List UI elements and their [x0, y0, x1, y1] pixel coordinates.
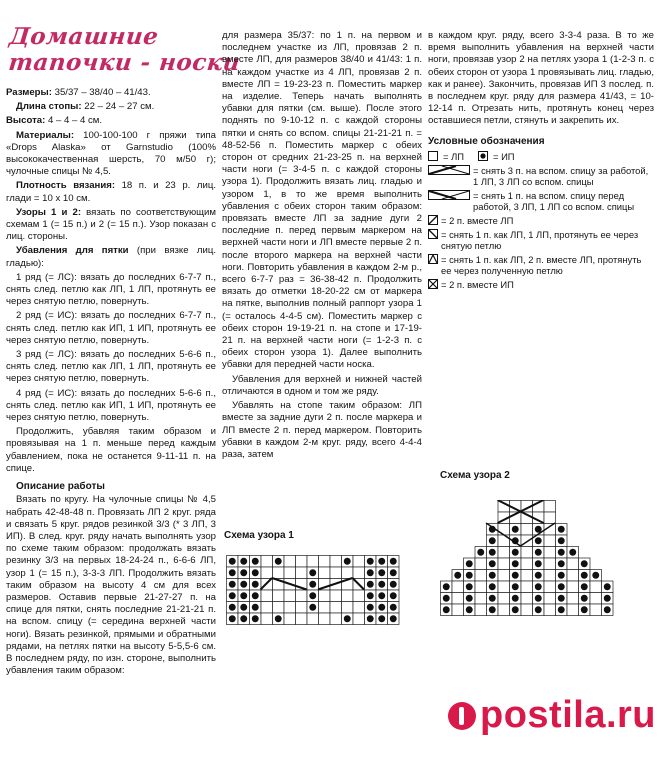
title-line-2: тапочки - носки: [7, 49, 242, 76]
column-3: [428, 30, 654, 293]
chart-2-title: Схема узора 2: [440, 470, 510, 481]
foot-length: Длина стопы: 22 – 24 – 27 см.: [16, 101, 155, 113]
watermark-text: postila.ru: [480, 694, 657, 736]
legend-purl: = ИП: [492, 150, 515, 162]
heel-row-1: 1 ряд (= ЛС): вязать до последних 6-7-7 п., снять след. петлю как ЛП, 1 ЛП, протянуть ее через снятую петлю, повернуть.: [6, 271, 216, 308]
p2tog-symbol-icon: [428, 279, 438, 289]
legend: [428, 136, 654, 290]
heel-row-4: 4 ряд (= ИС): вязать до последних 5-6-6 п., снять след. петлю как ИП, 1 ИП, протянуть ее через снятую петлю, повернуть.: [6, 387, 216, 424]
heel-row-2: 2 ряд (= ИС): вязать до последних 6-7-7 п., снять след. петлю как ИП, 1 ИП, протянуть ее через снятую петлю, повернуть.: [6, 310, 216, 346]
postila-logo-icon: [448, 702, 476, 730]
purl-symbol-icon: [478, 151, 488, 161]
title-line-1: Домашние: [8, 23, 160, 50]
legend-knit: = ЛП: [443, 150, 464, 162]
legend-p2tog: = 2 п. вместе ИП: [428, 279, 654, 290]
watermark: [448, 694, 656, 737]
legend-knit-purl: [428, 151, 654, 162]
pattern-chart-1: [226, 555, 406, 631]
work-text: Вязать по кругу. На чулочные спицы № 4,5 набрать 42-48-48 п. Провязать ЛП 2 круг. ряда и связать 5 круг. рядов резинкой 3/3 (* 3 ЛП, 3 ИП). В след. круг. ряду начать выполнять узор по схеме таким образом: продолжать вязать резинку 3/3 на первых 18-24-24 п., 6-6-6 ЛП, узор 1 (= 15 п.), 3-3-3 ЛП. Продолжить вязать таким образом на высоту 4 см для всех размеров. Оставив первые 21-27-27 п. на спице для пятки, снять последние 21-21-21 п. на вспом. спицу (= середина верхней части ноги). Вязать резинкой, прямыми и обратными рядами, на петлях пятки на высоту 5-5,5-6 см. В последнем ряду, по изн. стороне, выполнить убавления таким образом:: [6, 494, 216, 677]
pattern-chart-2: [440, 500, 620, 626]
cable-front-symbol-icon: [428, 190, 470, 200]
height: Высота: 4 – 4 – 4 см.: [6, 115, 103, 127]
sk2p-symbol-icon: [428, 254, 438, 264]
knit-symbol-icon: [428, 151, 438, 161]
heel-continue: Продолжить, убавляя таким образом и провязывая на 1 п. меньше перед каждым убавлением, пока не останется 9-11-11 п. на спице.: [6, 426, 216, 474]
heel-decrease: Убавления для пятки (при вязке лиц. гладью):: [6, 245, 217, 269]
chart-1-title: Схема узора 1: [224, 530, 294, 541]
col3-paragraph-1: в каждом круг. ряду, всего 3-3-4 раза. В то же время выполнить убавления на верхней части ноги, провязав узор 2 на петлях узора 1 (1-2-3 п. с обеих сторон от узора 1 провязывать лиц. гладью, как и ранее). Закончить, провязав ИП 3 послед. п. в последнем круг. ряду для размера 41/43, = 10-12-14 п. Отрезать нить, протянуть конец через оставшиеся петли, стянуть и закрепить их.: [428, 30, 654, 127]
sizes: Размеры: 35/37 – 38/40 – 41/43.: [6, 87, 151, 98]
k2tog-symbol-icon: [428, 215, 438, 225]
legend-k2tog: = 2 п. вместе ЛП: [428, 215, 654, 226]
col2-paragraph-3: Убавлять на стопе таким образом: ЛП вместе за задние дуги 2 п. после маркера и ЛП вместе 2 п. перед маркером. Повторить убавки в каждом 2-м круг. ряду, всего 4-4-4 раза, затем: [222, 400, 422, 460]
heel-row-3: 3 ряд (= ЛС): вязать до последних 5-6-6 п., снять след. петлю как ЛП, 1 ЛП, протянуть ее через снятую петлю, повернуть.: [6, 349, 216, 385]
page-title: [5, 24, 244, 76]
ssk-symbol-icon: [428, 229, 438, 239]
cable-back-symbol-icon: [428, 165, 470, 175]
work-heading: Описание работы: [16, 481, 105, 493]
legend-cable-back: = снять 3 п. на вспом. спицу за работой, 1 ЛП, 3 ЛП со вспом. спицы: [428, 165, 654, 187]
patterns: Узоры 1 и 2: вязать по соответствующим схемам 1 (= 15 п.) и 2 (= 15 п.). Узор показан с лиц. стороны.: [6, 206, 216, 243]
legend-cable-front: = снять 1 п. на вспом. спицу перед работой, 3 ЛП, 1 ЛП со вспом. спицы: [428, 190, 654, 212]
legend-heading: Условные обозначения: [428, 135, 545, 147]
legend-ssk: = снять 1 п. как ЛП, 1 ЛП, протянуть ее через снятую петлю: [428, 229, 654, 251]
legend-sk2p: = снять 1 п. как ЛП, 2 п. вместе ЛП, протянуть ее через полученную петлю: [428, 254, 654, 276]
materials: Материалы: 100-100-100 г пряжи типа «Drops Alaska» от Garnstudio (100% высококачественная шерсть, 70 м/50 г); чулочные спицы № 4,5.: [6, 129, 216, 178]
column-2: [222, 30, 422, 463]
column-1: [6, 87, 216, 679]
density: Плотность вязания: 18 п. и 23 р. лиц. глади = 10 х 10 см.: [6, 180, 216, 204]
col2-paragraph-2: Убавления для верхней и нижней частей отличаются в одном и том же ряду.: [222, 373, 422, 397]
col2-paragraph-1: для размера 35/37: по 1 п. на первом и последнем участке из ЛП, провязав 2 п. вместе ЛП, для размеров 38/40 и 41/43: 1 п. на каждом участке из 4 ЛП, провязав 2 п. вместе ЛП = 19-23-23 п. Поместить маркер на изделие. Теперь начать выполнять убавки для пятки (см. выше). После этого поднять по 9-10-12 п. с каждой стороны пятки и снять со вспом. спицы 21-21-21 п. = 48-52-56 п. Поместить маркер с обеих сторон от средних 21-23-25 п. на верхней части ноги (= 3-4-5 п. с каждой стороны узора 1). Продолжить вязать лиц. гладью и узором 1, в то же время выполнить убавления с обеих сторон таким образом: провязать вместе ЛП за задние дуги 2 последние п. перед первым маркером на верхней части ноги и ЛП вместе первые 2 п. после второго маркера на верхней части ноги. Повторить убавления в каждом 2-м р., всего 6-7-7 раз = 36-38-42 п. Продолжить вязать до отметки 18-20-22 см от маркера на пятке, выполнив полный раппорт узора 1 (= осталось 4-4-5 см). Поместить маркер с обеих сторон 19-19-21 п. на стопе и 17-19-21 п. на верхней части ноги (= 1-2-3 п. с обеих сторон узора 1). Далее выполнить убавки для передней части носка.: [222, 30, 422, 371]
